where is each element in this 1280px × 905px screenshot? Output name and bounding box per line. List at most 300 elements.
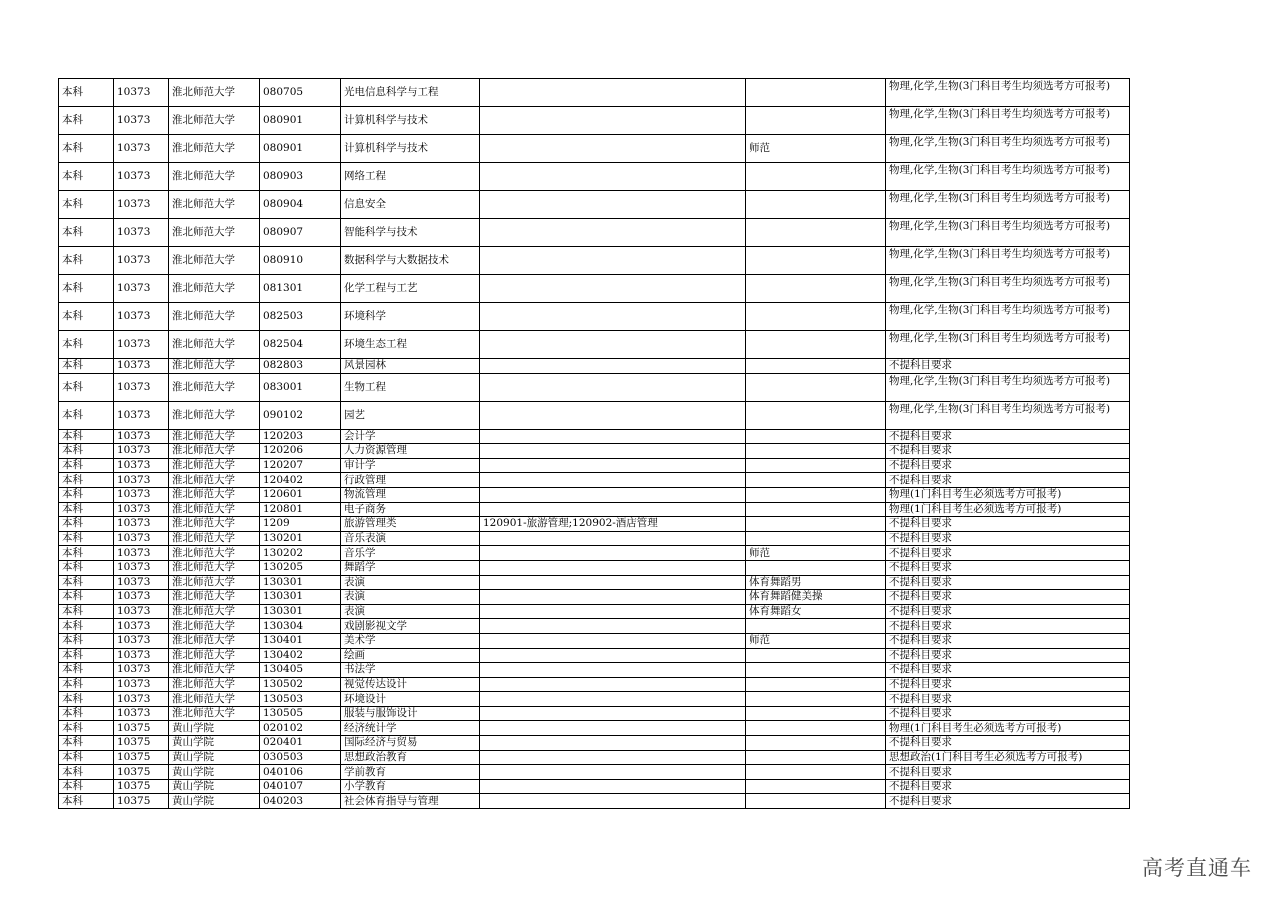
- school-name-cell: 淮北师范大学: [169, 219, 260, 247]
- school-code-cell: 10373: [114, 401, 169, 429]
- education-level-cell: 本科: [59, 401, 114, 429]
- school-name-cell: 淮北师范大学: [169, 247, 260, 275]
- school-name-cell: 淮北师范大学: [169, 473, 260, 488]
- included-majors-cell: [480, 135, 746, 163]
- included-majors-cell: 120901-旅游管理;120902-酒店管理: [480, 517, 746, 532]
- education-level-cell: 本科: [59, 560, 114, 575]
- major-code-cell: 130402: [260, 648, 341, 663]
- school-code-cell: 10373: [114, 444, 169, 459]
- major-name-cell: 环境科学: [341, 303, 480, 331]
- subject-requirement-cell: 不提科目要求: [886, 648, 1130, 663]
- remark-cell: [746, 779, 886, 794]
- education-level-cell: 本科: [59, 619, 114, 634]
- school-name-cell: 淮北师范大学: [169, 648, 260, 663]
- included-majors-cell: [480, 473, 746, 488]
- major-name-cell: 国际经济与贸易: [341, 736, 480, 751]
- school-code-cell: 10373: [114, 219, 169, 247]
- major-code-cell: 120207: [260, 458, 341, 473]
- remark-cell: [746, 750, 886, 765]
- major-code-cell: 130502: [260, 677, 341, 692]
- table-row: [59, 517, 1130, 532]
- education-level-cell: 本科: [59, 444, 114, 459]
- included-majors-cell: [480, 619, 746, 634]
- major-code-cell: 081301: [260, 275, 341, 303]
- remark-cell: 体育舞蹈健美操: [746, 590, 886, 605]
- school-code-cell: 10373: [114, 487, 169, 502]
- major-code-cell: 1209: [260, 517, 341, 532]
- education-level-cell: 本科: [59, 163, 114, 191]
- included-majors-cell: [480, 191, 746, 219]
- subject-requirement-cell: 物理,化学,生物(3门科目考生均须选考方可报考): [886, 135, 1130, 163]
- remark-cell: 体育舞蹈女: [746, 604, 886, 619]
- major-code-cell: 130301: [260, 590, 341, 605]
- major-code-cell: 120601: [260, 487, 341, 502]
- education-level-cell: 本科: [59, 692, 114, 707]
- school-code-cell: 10373: [114, 79, 169, 107]
- major-code-cell: 130201: [260, 531, 341, 546]
- major-code-cell: 040203: [260, 794, 341, 809]
- table-row: [59, 163, 1130, 191]
- remark-cell: [746, 531, 886, 546]
- included-majors-cell: [480, 750, 746, 765]
- table-row: [59, 677, 1130, 692]
- included-majors-cell: [480, 107, 746, 135]
- included-majors-cell: [480, 648, 746, 663]
- included-majors-cell: [480, 560, 746, 575]
- subject-requirement-cell: 不提科目要求: [886, 619, 1130, 634]
- major-name-cell: 视觉传达设计: [341, 677, 480, 692]
- admission-requirements-table: [58, 78, 1130, 809]
- table-row: [59, 247, 1130, 275]
- education-level-cell: 本科: [59, 79, 114, 107]
- major-name-cell: 信息安全: [341, 191, 480, 219]
- school-code-cell: 10373: [114, 275, 169, 303]
- subject-requirement-cell: 物理,化学,生物(3门科目考生均须选考方可报考): [886, 79, 1130, 107]
- included-majors-cell: [480, 736, 746, 751]
- remark-cell: 师范: [746, 135, 886, 163]
- school-code-cell: 10373: [114, 303, 169, 331]
- major-name-cell: 绘画: [341, 648, 480, 663]
- included-majors-cell: [480, 444, 746, 459]
- school-code-cell: 10373: [114, 677, 169, 692]
- school-name-cell: 淮北师范大学: [169, 619, 260, 634]
- major-name-cell: 音乐表演: [341, 531, 480, 546]
- education-level-cell: 本科: [59, 487, 114, 502]
- included-majors-cell: [480, 531, 746, 546]
- table-row: [59, 502, 1130, 517]
- school-code-cell: 10373: [114, 706, 169, 721]
- remark-cell: [746, 359, 886, 374]
- remark-cell: [746, 619, 886, 634]
- remark-cell: [746, 79, 886, 107]
- major-code-cell: 130304: [260, 619, 341, 634]
- school-name-cell: 黄山学院: [169, 794, 260, 809]
- subject-requirement-cell: 物理(1门科目考生必须选考方可报考): [886, 502, 1130, 517]
- education-level-cell: 本科: [59, 373, 114, 401]
- remark-cell: [746, 331, 886, 359]
- subject-requirement-cell: 不提科目要求: [886, 794, 1130, 809]
- subject-requirement-cell: 不提科目要求: [886, 429, 1130, 444]
- major-code-cell: 130503: [260, 692, 341, 707]
- remark-cell: [746, 373, 886, 401]
- subject-requirement-cell: 物理,化学,生物(3门科目考生均须选考方可报考): [886, 107, 1130, 135]
- table-row: [59, 794, 1130, 809]
- education-level-cell: 本科: [59, 648, 114, 663]
- major-code-cell: 030503: [260, 750, 341, 765]
- included-majors-cell: [480, 502, 746, 517]
- school-name-cell: 黄山学院: [169, 750, 260, 765]
- remark-cell: [746, 473, 886, 488]
- remark-cell: [746, 275, 886, 303]
- remark-cell: [746, 560, 886, 575]
- subject-requirement-cell: 物理,化学,生物(3门科目考生均须选考方可报考): [886, 163, 1130, 191]
- included-majors-cell: [480, 79, 746, 107]
- major-name-cell: 思想政治教育: [341, 750, 480, 765]
- education-level-cell: 本科: [59, 458, 114, 473]
- subject-requirement-cell: 物理,化学,生物(3门科目考生均须选考方可报考): [886, 401, 1130, 429]
- subject-requirement-cell: 不提科目要求: [886, 473, 1130, 488]
- table-row: [59, 721, 1130, 736]
- major-name-cell: 审计学: [341, 458, 480, 473]
- school-code-cell: 10373: [114, 633, 169, 648]
- table-row: [59, 619, 1130, 634]
- major-code-cell: 080907: [260, 219, 341, 247]
- major-name-cell: 美术学: [341, 633, 480, 648]
- table-row: [59, 604, 1130, 619]
- table-row: [59, 275, 1130, 303]
- school-code-cell: 10373: [114, 107, 169, 135]
- included-majors-cell: [480, 275, 746, 303]
- school-name-cell: 淮北师范大学: [169, 458, 260, 473]
- school-code-cell: 10375: [114, 721, 169, 736]
- school-name-cell: 淮北师范大学: [169, 575, 260, 590]
- included-majors-cell: [480, 590, 746, 605]
- major-name-cell: 生物工程: [341, 373, 480, 401]
- table-row: [59, 750, 1130, 765]
- major-name-cell: 旅游管理类: [341, 517, 480, 532]
- included-majors-cell: [480, 721, 746, 736]
- table-row: [59, 458, 1130, 473]
- school-name-cell: 淮北师范大学: [169, 373, 260, 401]
- included-majors-cell: [480, 359, 746, 374]
- education-level-cell: 本科: [59, 303, 114, 331]
- remark-cell: [746, 163, 886, 191]
- remark-cell: [746, 706, 886, 721]
- subject-requirement-cell: 不提科目要求: [886, 560, 1130, 575]
- table-row: [59, 487, 1130, 502]
- table-row: [59, 219, 1130, 247]
- major-code-cell: 080903: [260, 163, 341, 191]
- included-majors-cell: [480, 677, 746, 692]
- education-level-cell: 本科: [59, 502, 114, 517]
- remark-cell: 师范: [746, 546, 886, 561]
- school-code-cell: 10373: [114, 517, 169, 532]
- subject-requirement-cell: 不提科目要求: [886, 692, 1130, 707]
- school-name-cell: 淮北师范大学: [169, 590, 260, 605]
- table-row: [59, 575, 1130, 590]
- included-majors-cell: [480, 219, 746, 247]
- major-name-cell: 风景园林: [341, 359, 480, 374]
- major-name-cell: 经济统计学: [341, 721, 480, 736]
- included-majors-cell: [480, 692, 746, 707]
- school-code-cell: 10373: [114, 692, 169, 707]
- included-majors-cell: [480, 247, 746, 275]
- education-level-cell: 本科: [59, 275, 114, 303]
- education-level-cell: 本科: [59, 575, 114, 590]
- school-code-cell: 10373: [114, 331, 169, 359]
- school-code-cell: 10373: [114, 619, 169, 634]
- remark-cell: [746, 663, 886, 678]
- remark-cell: [746, 401, 886, 429]
- major-code-cell: 082803: [260, 359, 341, 374]
- major-code-cell: 080901: [260, 107, 341, 135]
- school-name-cell: 淮北师范大学: [169, 401, 260, 429]
- remark-cell: [746, 765, 886, 780]
- subject-requirement-cell: 不提科目要求: [886, 359, 1130, 374]
- education-level-cell: 本科: [59, 135, 114, 163]
- included-majors-cell: [480, 401, 746, 429]
- subject-requirement-cell: 思想政治(1门科目考生必须选考方可报考): [886, 750, 1130, 765]
- education-level-cell: 本科: [59, 429, 114, 444]
- school-code-cell: 10373: [114, 135, 169, 163]
- school-code-cell: 10373: [114, 163, 169, 191]
- included-majors-cell: [480, 663, 746, 678]
- remark-cell: [746, 692, 886, 707]
- table-row: [59, 560, 1130, 575]
- education-level-cell: 本科: [59, 359, 114, 374]
- major-name-cell: 书法学: [341, 663, 480, 678]
- table-row: [59, 191, 1130, 219]
- major-name-cell: 电子商务: [341, 502, 480, 517]
- school-code-cell: 10373: [114, 191, 169, 219]
- subject-requirement-cell: 不提科目要求: [886, 706, 1130, 721]
- education-level-cell: 本科: [59, 750, 114, 765]
- table-body: [59, 79, 1130, 809]
- education-level-cell: 本科: [59, 247, 114, 275]
- education-level-cell: 本科: [59, 107, 114, 135]
- school-code-cell: 10373: [114, 373, 169, 401]
- major-code-cell: 120203: [260, 429, 341, 444]
- education-level-cell: 本科: [59, 191, 114, 219]
- major-name-cell: 学前教育: [341, 765, 480, 780]
- table-row: [59, 135, 1130, 163]
- subject-requirement-cell: 物理,化学,生物(3门科目考生均须选考方可报考): [886, 373, 1130, 401]
- included-majors-cell: [480, 765, 746, 780]
- school-name-cell: 黄山学院: [169, 736, 260, 751]
- table-row: [59, 648, 1130, 663]
- table-row: [59, 692, 1130, 707]
- school-code-cell: 10373: [114, 604, 169, 619]
- school-name-cell: 淮北师范大学: [169, 560, 260, 575]
- education-level-cell: 本科: [59, 517, 114, 532]
- school-name-cell: 黄山学院: [169, 779, 260, 794]
- table-row: [59, 373, 1130, 401]
- school-name-cell: 淮北师范大学: [169, 633, 260, 648]
- remark-cell: 体育舞蹈男: [746, 575, 886, 590]
- school-name-cell: 淮北师范大学: [169, 135, 260, 163]
- included-majors-cell: [480, 633, 746, 648]
- education-level-cell: 本科: [59, 794, 114, 809]
- included-majors-cell: [480, 575, 746, 590]
- included-majors-cell: [480, 458, 746, 473]
- major-code-cell: 120801: [260, 502, 341, 517]
- table-row: [59, 331, 1130, 359]
- subject-requirement-cell: 不提科目要求: [886, 531, 1130, 546]
- major-code-cell: 080901: [260, 135, 341, 163]
- major-code-cell: 130202: [260, 546, 341, 561]
- subject-requirement-cell: 物理(1门科目考生必须选考方可报考): [886, 721, 1130, 736]
- subject-requirement-cell: 不提科目要求: [886, 575, 1130, 590]
- included-majors-cell: [480, 487, 746, 502]
- school-code-cell: 10375: [114, 750, 169, 765]
- school-name-cell: 淮北师范大学: [169, 275, 260, 303]
- major-name-cell: 行政管理: [341, 473, 480, 488]
- major-name-cell: 表演: [341, 590, 480, 605]
- watermark-text: 高考直通车: [1142, 856, 1252, 880]
- table-row: [59, 531, 1130, 546]
- major-code-cell: 040107: [260, 779, 341, 794]
- major-name-cell: 社会体育指导与管理: [341, 794, 480, 809]
- education-level-cell: 本科: [59, 331, 114, 359]
- subject-requirement-cell: 不提科目要求: [886, 458, 1130, 473]
- major-name-cell: 会计学: [341, 429, 480, 444]
- school-name-cell: 淮北师范大学: [169, 604, 260, 619]
- major-name-cell: 计算机科学与技术: [341, 135, 480, 163]
- included-majors-cell: [480, 163, 746, 191]
- major-code-cell: 082504: [260, 331, 341, 359]
- subject-requirement-cell: 不提科目要求: [886, 546, 1130, 561]
- major-code-cell: 130301: [260, 604, 341, 619]
- major-name-cell: 化学工程与工艺: [341, 275, 480, 303]
- education-level-cell: 本科: [59, 219, 114, 247]
- school-code-cell: 10373: [114, 575, 169, 590]
- education-level-cell: 本科: [59, 531, 114, 546]
- subject-requirement-cell: 不提科目要求: [886, 677, 1130, 692]
- school-name-cell: 淮北师范大学: [169, 444, 260, 459]
- table-row: [59, 706, 1130, 721]
- school-name-cell: 淮北师范大学: [169, 79, 260, 107]
- subject-requirement-cell: 不提科目要求: [886, 444, 1130, 459]
- major-code-cell: 020102: [260, 721, 341, 736]
- school-code-cell: 10373: [114, 458, 169, 473]
- school-name-cell: 淮北师范大学: [169, 531, 260, 546]
- major-name-cell: 舞蹈学: [341, 560, 480, 575]
- major-code-cell: 120206: [260, 444, 341, 459]
- table-row: [59, 303, 1130, 331]
- remark-cell: [746, 444, 886, 459]
- major-code-cell: 040106: [260, 765, 341, 780]
- subject-requirement-cell: 物理,化学,生物(3门科目考生均须选考方可报考): [886, 303, 1130, 331]
- major-code-cell: 090102: [260, 401, 341, 429]
- subject-requirement-cell: 物理,化学,生物(3门科目考生均须选考方可报考): [886, 219, 1130, 247]
- school-name-cell: 淮北师范大学: [169, 502, 260, 517]
- subject-requirement-cell: 物理,化学,生物(3门科目考生均须选考方可报考): [886, 247, 1130, 275]
- subject-requirement-cell: 不提科目要求: [886, 590, 1130, 605]
- school-code-cell: 10373: [114, 663, 169, 678]
- major-name-cell: 环境设计: [341, 692, 480, 707]
- major-name-cell: 音乐学: [341, 546, 480, 561]
- school-name-cell: 淮北师范大学: [169, 303, 260, 331]
- included-majors-cell: [480, 546, 746, 561]
- major-code-cell: 130505: [260, 706, 341, 721]
- subject-requirement-cell: 不提科目要求: [886, 517, 1130, 532]
- remark-cell: [746, 191, 886, 219]
- subject-requirement-cell: 不提科目要求: [886, 663, 1130, 678]
- school-name-cell: 淮北师范大学: [169, 107, 260, 135]
- subject-requirement-cell: 物理,化学,生物(3门科目考生均须选考方可报考): [886, 331, 1130, 359]
- major-name-cell: 人力资源管理: [341, 444, 480, 459]
- major-code-cell: 130405: [260, 663, 341, 678]
- major-name-cell: 计算机科学与技术: [341, 107, 480, 135]
- school-code-cell: 10373: [114, 359, 169, 374]
- school-code-cell: 10373: [114, 502, 169, 517]
- major-code-cell: 080705: [260, 79, 341, 107]
- remark-cell: [746, 219, 886, 247]
- remark-cell: [746, 677, 886, 692]
- school-code-cell: 10375: [114, 794, 169, 809]
- major-code-cell: 120402: [260, 473, 341, 488]
- major-name-cell: 数据科学与大数据技术: [341, 247, 480, 275]
- remark-cell: 师范: [746, 633, 886, 648]
- major-name-cell: 小学教育: [341, 779, 480, 794]
- school-code-cell: 10375: [114, 779, 169, 794]
- major-name-cell: 环境生态工程: [341, 331, 480, 359]
- subject-requirement-cell: 不提科目要求: [886, 736, 1130, 751]
- major-code-cell: 020401: [260, 736, 341, 751]
- school-code-cell: 10373: [114, 473, 169, 488]
- included-majors-cell: [480, 794, 746, 809]
- school-name-cell: 淮北师范大学: [169, 191, 260, 219]
- included-majors-cell: [480, 779, 746, 794]
- major-name-cell: 表演: [341, 604, 480, 619]
- table-row: [59, 429, 1130, 444]
- subject-requirement-cell: 物理,化学,生物(3门科目考生均须选考方可报考): [886, 191, 1130, 219]
- education-level-cell: 本科: [59, 779, 114, 794]
- included-majors-cell: [480, 706, 746, 721]
- table-row: [59, 444, 1130, 459]
- table-row: [59, 473, 1130, 488]
- remark-cell: [746, 517, 886, 532]
- major-name-cell: 物流管理: [341, 487, 480, 502]
- remark-cell: [746, 648, 886, 663]
- table-row: [59, 79, 1130, 107]
- major-code-cell: 080904: [260, 191, 341, 219]
- major-name-cell: 网络工程: [341, 163, 480, 191]
- table-row: [59, 779, 1130, 794]
- subject-requirement-cell: 物理(1门科目考生必须选考方可报考): [886, 487, 1130, 502]
- education-level-cell: 本科: [59, 721, 114, 736]
- major-code-cell: 083001: [260, 373, 341, 401]
- remark-cell: [746, 303, 886, 331]
- table-row: [59, 765, 1130, 780]
- education-level-cell: 本科: [59, 546, 114, 561]
- school-name-cell: 淮北师范大学: [169, 331, 260, 359]
- school-code-cell: 10375: [114, 736, 169, 751]
- school-name-cell: 黄山学院: [169, 765, 260, 780]
- table-row: [59, 633, 1130, 648]
- school-name-cell: 淮北师范大学: [169, 429, 260, 444]
- subject-requirement-cell: 不提科目要求: [886, 779, 1130, 794]
- major-code-cell: 130301: [260, 575, 341, 590]
- major-name-cell: 表演: [341, 575, 480, 590]
- remark-cell: [746, 721, 886, 736]
- remark-cell: [746, 502, 886, 517]
- education-level-cell: 本科: [59, 604, 114, 619]
- major-name-cell: 园艺: [341, 401, 480, 429]
- remark-cell: [746, 429, 886, 444]
- school-code-cell: 10375: [114, 765, 169, 780]
- included-majors-cell: [480, 604, 746, 619]
